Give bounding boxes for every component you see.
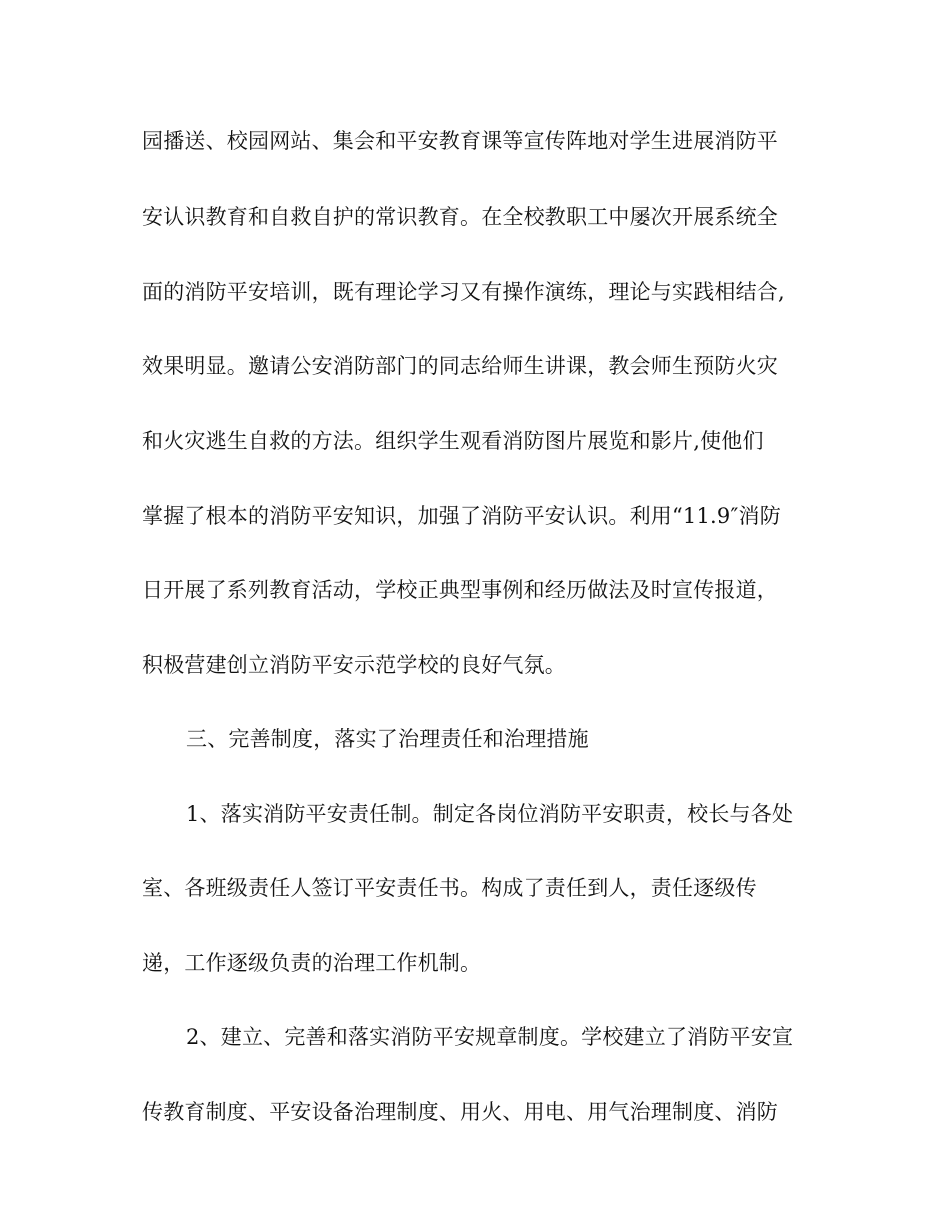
text-line: 安认识教育和自救自护的常识教育。在全校教职工中屡次开展系统全 — [142, 205, 778, 229]
text-line: 园播送、校园网站、集会和平安教育课等宣传阵地对学生进展消防平 — [142, 129, 778, 153]
paragraph-start: 2、建立、完善和落实消防平安规章制度。学校建立了消防平安宣 — [186, 1025, 794, 1049]
text-line: 效果明显。邀请公安消防部门的同志给师生讲课，教会师生预防火灾 — [142, 354, 778, 378]
text-line: 面的消防平安培训，既有理论学习又有操作演练，理论与实践相结合, — [142, 280, 785, 304]
text-line: 积极营建创立消防平安示范学校的良好气氛。 — [142, 653, 566, 677]
text-line: 室、各班级责任人签订平安责任书。构成了责任到人，责任逐级传 — [142, 876, 757, 900]
section-heading: 三、完善制度，落实了治理责任和治理措施 — [186, 727, 589, 751]
text-line: 掌握了根本的消防平安知识，加强了消防平安认识。利用“11.9″消防 — [142, 504, 781, 528]
text-line: 传教育制度、平安设备治理制度、用火、用电、用气治理制度、消防 — [142, 1100, 778, 1124]
paragraph-start: 1、落实消防平安责任制。制定各岗位消防平安职责，校长与各处 — [186, 802, 794, 826]
text-line: 和火灾逃生自救的方法。组织学生观看消防图片展览和影片,使他们 — [142, 429, 764, 453]
text-line: 日开展了系列教育活动，学校正典型事例和经历做法及时宣传报道， — [142, 578, 778, 602]
text-line: 递，工作逐级负责的治理工作机制。 — [142, 951, 482, 975]
